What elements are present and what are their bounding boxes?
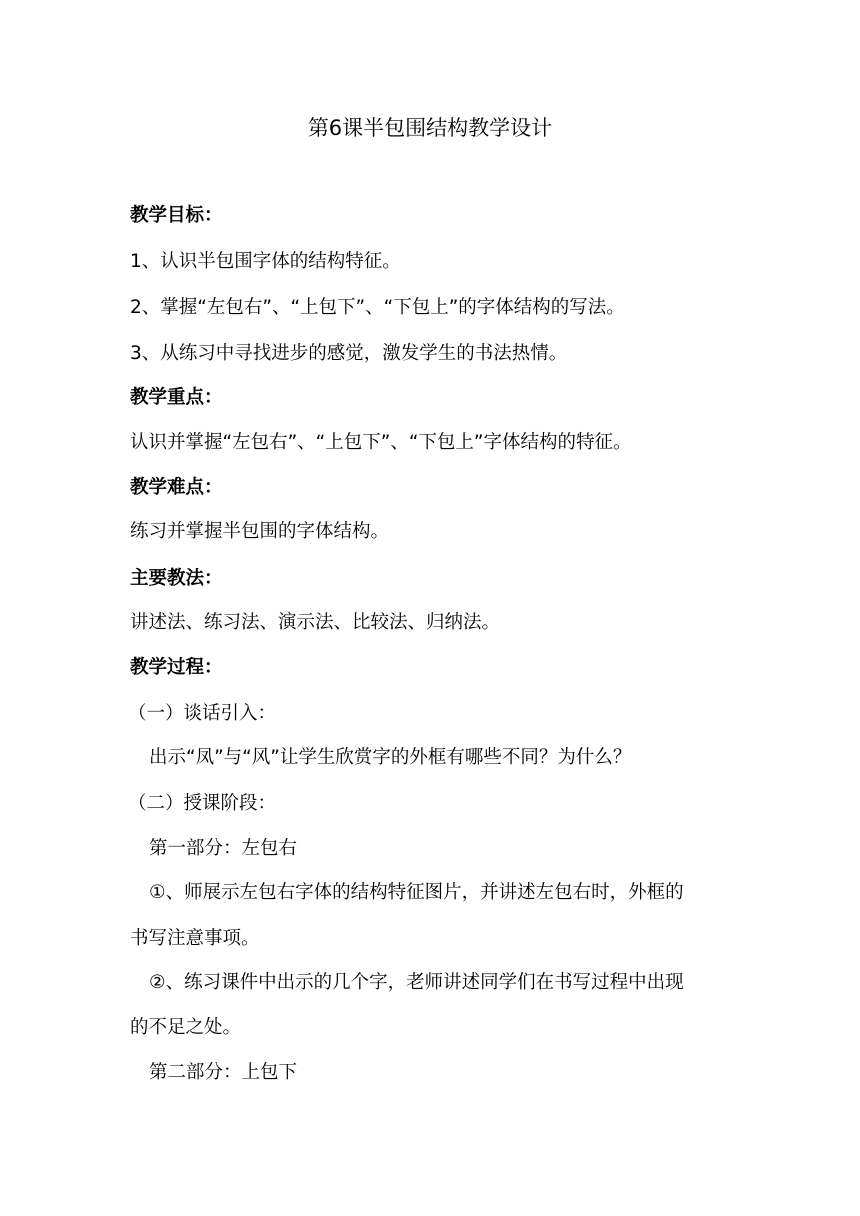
objective-item-1: 1、认识半包围字体的结构特征。 xyxy=(130,251,401,272)
objectives-heading: 教学目标： xyxy=(130,205,223,226)
key-points-heading: 教学重点： xyxy=(130,387,223,408)
document-title: 第6课半包围结构教学设计 xyxy=(307,116,553,140)
methods-text: 讲述法、练习法、演示法、比较法、归纳法。 xyxy=(130,612,501,633)
step1-line1: ①、师展示左包右字体的结构特征图片，并讲述左包右时，外框的 xyxy=(149,882,684,903)
step2-line2: 的不足之处。 xyxy=(130,1017,242,1038)
objective-item-3: 3、从练习中寻找进步的感觉，激发学生的书法热情。 xyxy=(130,343,568,364)
key-points-text: 认识并掌握“左包右”、“上包下”、“下包上”字体结构的特征。 xyxy=(130,432,632,453)
process-part1-title: （一）谈话引入： xyxy=(128,703,277,724)
difficulties-text: 练习并掌握半包围的字体结构。 xyxy=(130,521,390,542)
section2-title: 第二部分：上包下 xyxy=(149,1062,298,1083)
process-part2-title: （二）授课阶段： xyxy=(128,793,277,814)
process-heading: 教学过程： xyxy=(130,657,223,678)
step2-line1: ②、练习课件中出示的几个字，老师讲述同学们在书写过程中出现 xyxy=(149,972,684,993)
difficulties-heading: 教学难点： xyxy=(130,477,223,498)
step1-line2: 书写注意事项。 xyxy=(130,928,260,949)
process-part1-text: 出示“凤”与“风”让学生欣赏字的外框有哪些不同？为什么？ xyxy=(149,747,632,768)
methods-heading: 主要教法： xyxy=(130,568,223,589)
objective-item-2: 2、掌握“左包右”、“上包下”、“下包上”的字体结构的写法。 xyxy=(130,297,625,318)
section1-title: 第一部分：左包右 xyxy=(149,838,298,859)
